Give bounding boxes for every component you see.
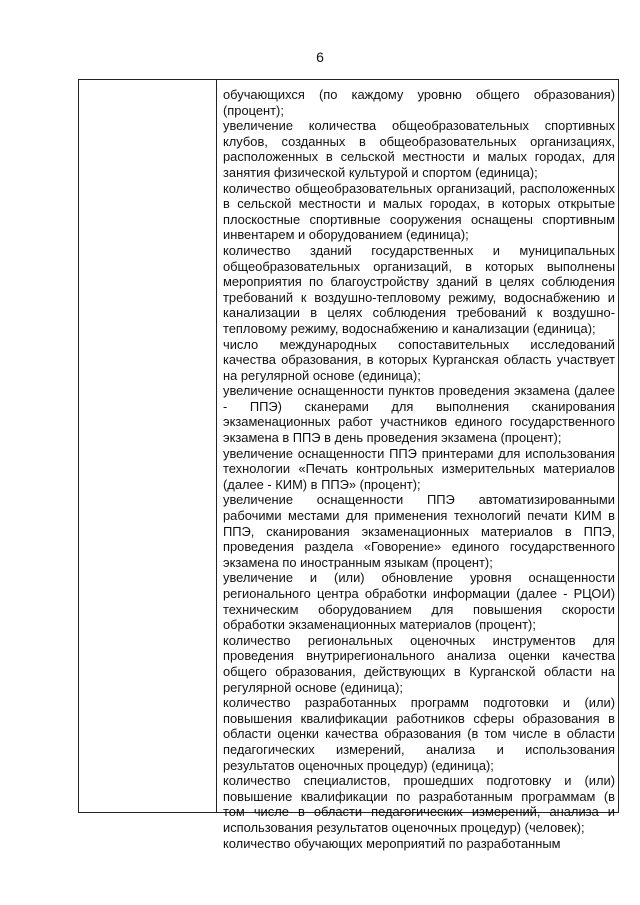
table-left-column	[79, 80, 217, 812]
indicator-item: увеличение оснащенности ППЭ принтерами для использования технологии «Печать контрольных измерительных материалов (далее - КИМ) в ППЭ» (процент);	[223, 445, 615, 492]
indicator-item: число международных сопоставительных исследований качества образования, в которых Курганская область участвует на регулярной основе (единица);	[223, 336, 615, 383]
indicator-list	[223, 87, 615, 851]
document-table	[78, 79, 619, 851]
indicator-item: увеличение оснащенности ППЭ автоматизированными рабочими местами для применения технологий печати КИМ в ППЭ, сканирования экзаменационных материалов в ППЭ, проведения раздела «Говорение» единого государственного экзамена по иностранным языкам (процент);	[223, 492, 615, 570]
indicator-item: увеличение и (или) обновление уровня оснащенности регионального центра обработки информации (далее - РЦОИ) техническим оборудованием для повышения скорости обработки экзаменационных материалов (процент);	[223, 570, 615, 633]
indicator-item: количество разработанных программ подготовки и (или) повышения квалификации работников сферы образования в области оценки качества образования (в том числе в области педагогических измерений, анализа и использования результатов оценочных процедур) (единица);	[223, 695, 615, 773]
indicator-item: количество специалистов, прошедших подготовку и (или) повышение квалификации по разработанным программам (в том числе в области педагогических измерений, анализа и использования результатов оценочных процедур) (человек);	[223, 773, 615, 835]
indicator-item: количество обучающих мероприятий по разработанным	[223, 835, 561, 851]
indicator-item: обучающихся (по каждому уровню общего образования) (процент);	[223, 87, 615, 118]
indicator-item: количество общеобразовательных организаций, расположенных в сельской местности и малых городах, в которых открытые плоскостные спортивные сооружения оснащены спортивным инвентарем и оборудованием (единица);	[223, 180, 615, 243]
indicator-item: количество региональных оценочных инструментов для проведения внутрирегионального анализа оценки качества общего образования, действующих в Курганской области на регулярной основе (единица);	[223, 632, 615, 695]
page-number: 6	[316, 49, 324, 65]
indicator-item: количество зданий государственных и муниципальных общеобразовательных организаций, в которых выполнены мероприятия по благоустройству зданий в целях соблюдения требований к воздушно-тепловому режиму, водоснабжению и канализации в целях соблюдения требований к воздушно-тепловому режиму, водоснабжению и канализации (единица);	[223, 242, 615, 336]
indicator-item: увеличение оснащенности пунктов проведения экзамена (далее - ППЭ) сканерами для выполнения сканирования экзаменационных работ участников единого государственного экзамена в ППЭ в день проведения экзамена (процент);	[223, 383, 615, 446]
indicator-item: увеличение количества общеобразовательных спортивных клубов, созданных в общеобразовательных организациях, расположенных в сельской местности и малых городах, для занятия физической культурой и спортом (единица);	[223, 118, 615, 180]
